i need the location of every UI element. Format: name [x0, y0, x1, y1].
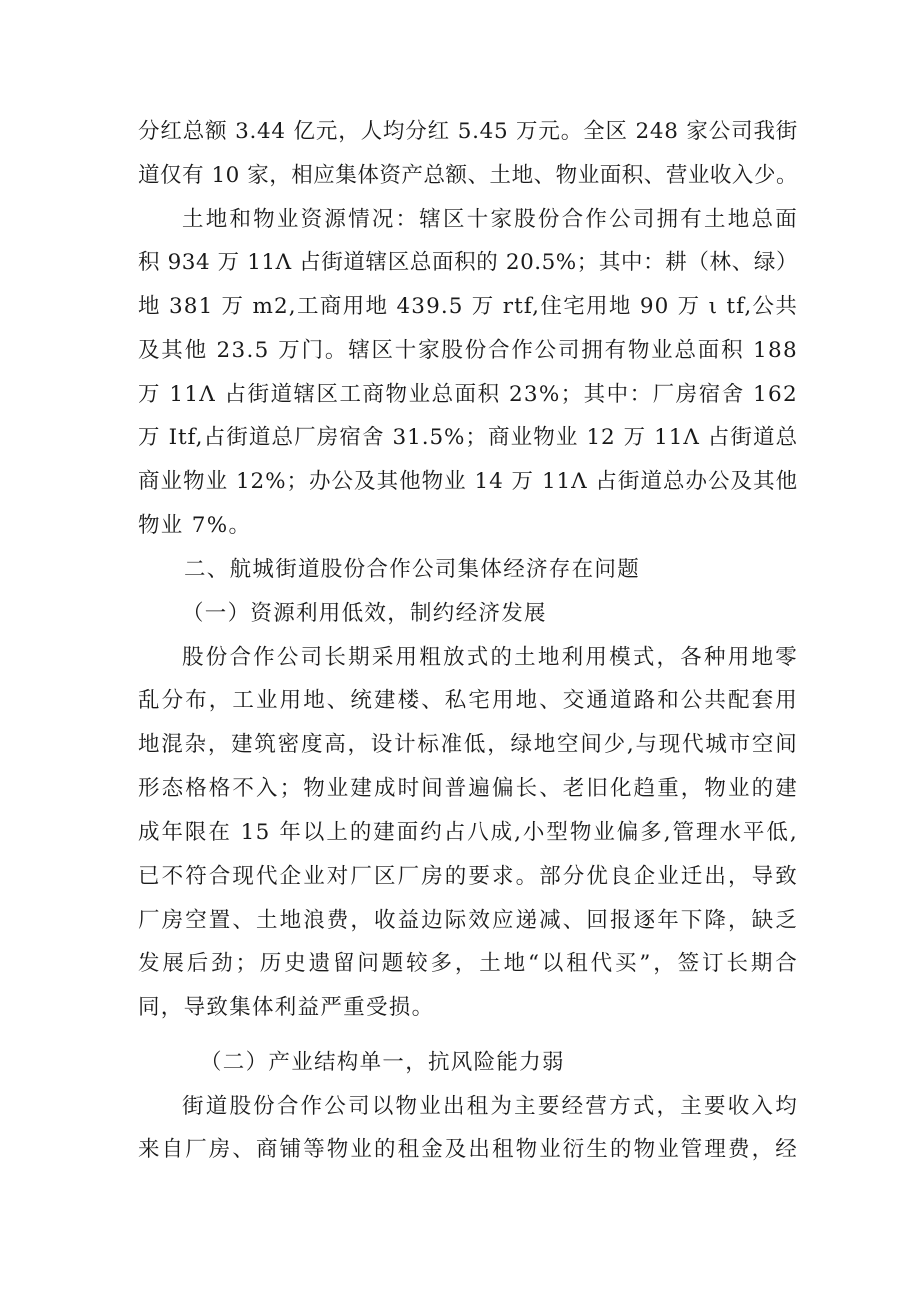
paragraph-line: 及其他 23.5 万门。辖区十家股份合作公司拥有物业总面积 188 [138, 338, 798, 363]
paragraph-line: 乱分布，工业用地、统建楼、私宅用地、交通道路和公共配套用 [138, 688, 798, 713]
paragraph-line: 分红总额 3.44 亿元，人均分红 5.45 万元。全区 248 家公司我街 [138, 119, 798, 144]
paragraph-line: 已不符合现代企业对厂区厂房的要求。部分优良企业迁出，导致 [138, 864, 798, 889]
subsection-heading: （一）资源利用低效，制约经济发展 [182, 601, 547, 626]
subsection-heading: （二）产业结构单一，抗风险能力弱 [200, 1050, 565, 1075]
paragraph-line: 万 11Λ 占街道辖区工商物业总面积 23%；其中：厂房宿舍 162 [138, 382, 798, 407]
paragraph-line: 来自厂房、商铺等物业的租金及出租物业衍生的物业管理费，经 [138, 1137, 798, 1162]
paragraph-line: 土地和物业资源情况：辖区十家股份合作公司拥有土地总面 [182, 207, 798, 232]
paragraph-line: 地混杂，建筑密度高，设计标准低，绿地空间少,与现代城市空间 [138, 732, 798, 757]
paragraph-line: 地 381 万 m2,工商用地 439.5 万 rtf,住宅用地 90 万 ι tf,公共 [138, 294, 798, 319]
paragraph-line: 股份合作公司长期采用粗放式的土地利用模式，各种用地零 [182, 645, 798, 670]
paragraph-line: 同，导致集体利益严重受损。 [138, 995, 435, 1020]
paragraph-line: 厂房空置、土地浪费，收益边际效应递减、回报逐年下降，缺乏 [138, 908, 798, 933]
section-heading: 二、航城街道股份合作公司集体经济存在问题 [184, 557, 641, 582]
paragraph-line: 形态格格不入；物业建成时间普遍偏长、老旧化趋重，物业的建 [138, 776, 798, 801]
paragraph-line: 物业 7%。 [138, 513, 252, 538]
paragraph-line: 商业物业 12%；办公及其他物业 14 万 11Λ 占街道总办公及其他 [138, 469, 798, 494]
paragraph-line: 成年限在 15 年以上的建面约占八成,小型物业偏多,管理水平低, [138, 820, 798, 845]
paragraph-line: 道仅有 10 家，相应集体资产总额、土地、物业面积、营业收入少。 [138, 163, 798, 188]
paragraph-line: 积 934 万 11Λ 占街道辖区总面积的 20.5%；其中：耕（林、绿） [138, 250, 798, 275]
paragraph-line: 街道股份合作公司以物业出租为主要经营方式，主要收入均 [182, 1094, 798, 1119]
paragraph-line: 万 Itf,占街道总厂房宿舍 31.5%；商业物业 12 万 11Λ 占街道总 [138, 425, 798, 450]
paragraph-line: 发展后劲；历史遗留问题较多，土地“以租代买”，签订长期合 [138, 951, 798, 976]
